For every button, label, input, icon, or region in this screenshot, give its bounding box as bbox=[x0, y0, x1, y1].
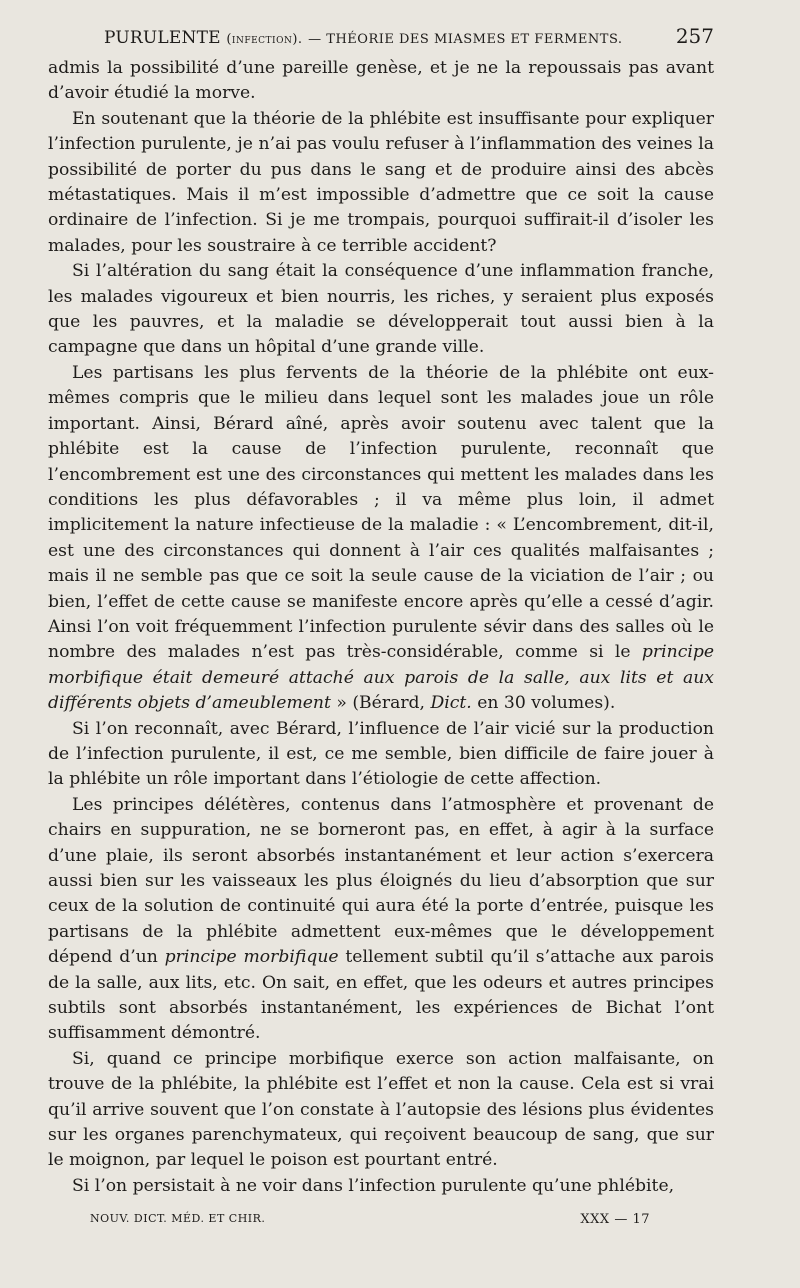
paragraph bbox=[48, 107, 714, 259]
paragraph bbox=[48, 793, 714, 1047]
italic-text: principe morbifique bbox=[164, 947, 339, 968]
paragraph-text: » (Bérard, bbox=[330, 693, 431, 714]
body-text bbox=[48, 56, 714, 1199]
paragraph-text: En soutenant que la théorie de la phlébite est insuffisante pour expliquer l’infection purulente, je n’ai pas voulu refuser à l’inflammation des veines la possibilité de porter du pus dans le sang et de produire ainsi des abcès métastatiques. Mais il m’est impossible d’admettre que ce soit la cause ordinaire de l’infection. Si je me trompais, pourquoi suffirait-il d’isoler les malades, pour les soustraire à ce terrible accident? bbox=[48, 108, 714, 256]
paragraph-text: admis la possibilité d’une pareille genèse, et je ne la repoussais pas avant d’avoir étudié la morve. bbox=[48, 58, 714, 104]
paragraph bbox=[48, 717, 714, 793]
italic-text: Dict. bbox=[430, 693, 472, 714]
paragraph-text: Si l’on persistait à ne voir dans l’infection purulente qu’une phlébite, bbox=[72, 1175, 675, 1196]
footer-signature: XXX — 17 bbox=[580, 1212, 650, 1227]
paragraph-text: Les partisans les plus fervents de la théorie de la phlébite ont eux-mêmes compris que le milieu dans lequel sont les malades joue un rôle important. Ainsi, Bérard aîné, après avoir soutenu avec talent que la phlébite est la cause de l’infection purulente, reconnaît que l’encombrement est une des circonstances qui mettent les malades dans les conditions les plus défavorables ; il va même plus loin, il admet implicitement la nature infectieuse de la maladie : « L’encombrement, dit-il, est une des circonstances qui donnent à l’air ces qualités malfaisantes ; mais il ne semble pas que ce soit la seule cause de la viciation de l’air ; ou bien, l’effet de cette cause se manifeste encore après qu’elle a cessé d’agir. Ainsi l’on voit fréquemment l’infection purulente sévir dans des salles où le nombre des malades n’est pas très-considérable, comme si le bbox=[48, 362, 714, 663]
paragraph-text: Si, quand ce principe morbifique exerce son action malfaisante, on trouve de la phlébite, la phlébite est l’effet et non la cause. Cela est si vrai qu’il arrive souvent que l’on constate à l’autopsie des lésions plus évidentes sur les organes parenchymateux, qui reçoivent beaucoup de sang, que sur le moignon, par lequel le poison est pourtant entré. bbox=[48, 1048, 714, 1171]
italic-text: principe morbifique était demeuré attaché aux parois de la salle, aux lits et aux différents objets d’ameublement bbox=[48, 642, 714, 714]
page-number: 257 bbox=[675, 24, 714, 48]
page-footer bbox=[90, 1212, 650, 1227]
running-title bbox=[104, 28, 623, 48]
paragraph-text: Les principes délétères, contenus dans l’atmosphère et provenant de chairs en suppuration, ne se borneront pas, en effet, à agir à la surface d’une plaie, ils seront absorbés instantanément et leur action s’exercera aussi bien sur les vaisseaux les plus éloignés du lieu d’absorption que sur ceux de la solution de continuité qui aura été la porte d’entrée, puisque les partisans de la phlébite admettent eux-mêmes que le développement dépend d’un bbox=[48, 794, 714, 968]
running-title-rest: — THÉORIE DES MIASMES ET FERMENTS. bbox=[308, 32, 623, 47]
paragraph-text: Si l’on reconnaît, avec Bérard, l’influence de l’air vicié sur la production de l’infection purulente, il est, ce me semble, bien difficile de faire jouer à la phlébite un rôle important dans l’étiologie de cette affection. bbox=[48, 718, 714, 790]
paragraph bbox=[48, 1047, 714, 1174]
paragraph bbox=[48, 361, 714, 717]
paragraph bbox=[48, 56, 714, 107]
paragraph-text: en 30 volumes). bbox=[471, 693, 616, 714]
footer-publication: NOUV. DICT. MÉD. ET CHIR. bbox=[90, 1212, 266, 1225]
paragraph-text: tellement subtil qu’il s’attache aux parois de la salle, aux lits, etc. On sait, en effet, que les odeurs et autres principes subtils sont absorbés instantanément, les expériences de Bichat l’ont suffisamment démontré. bbox=[48, 947, 714, 1044]
running-head bbox=[48, 24, 714, 48]
paragraph-text: Si l’altération du sang était la conséquence d’une inflammation franche, les malades vigoureux et bien nourris, les riches, y seraient plus exposés que les pauvres, et la maladie se développerait tout aussi bien à la campagne que dans un hôpital d’une grande ville. bbox=[48, 261, 714, 358]
running-title-main: PURULENTE bbox=[104, 28, 221, 48]
paragraph bbox=[48, 259, 714, 361]
paragraph bbox=[48, 1174, 714, 1199]
running-title-paren: (infection). bbox=[226, 32, 303, 47]
